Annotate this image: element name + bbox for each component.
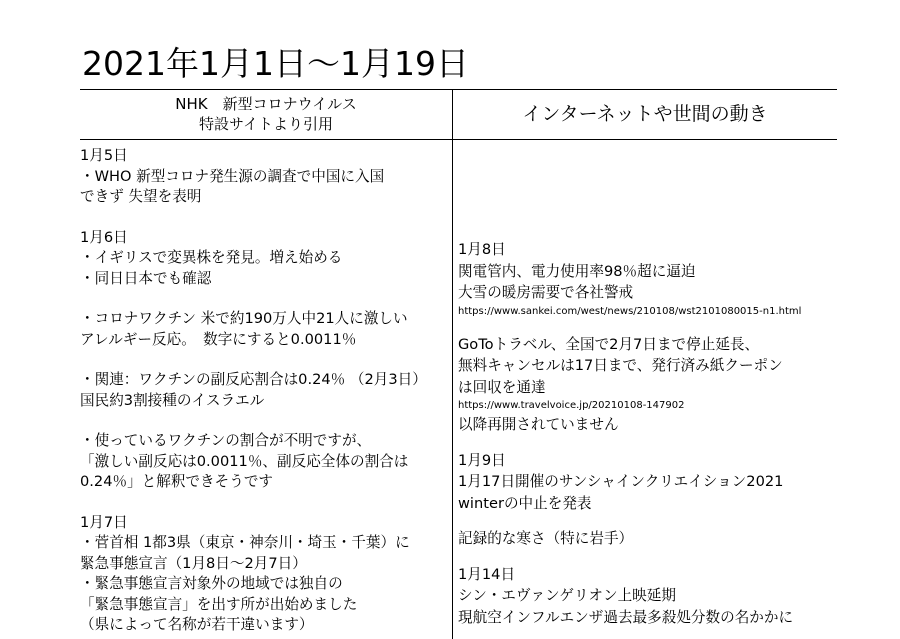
news-line: ・WHO 新型コロナ発生源の調査で中国に入国 [80, 167, 385, 185]
news-line: ・コロナワクチン 米で約190万人中21人に激しい [80, 310, 408, 327]
event-block-cold [458, 528, 838, 550]
news-line: 「激しい副反応は0.0011％、副反応全体の割合は [80, 452, 409, 470]
date-label: 1月14日 [458, 565, 516, 583]
event-line: 関電管内、電力使用率98％超に逼迫 [458, 262, 696, 280]
news-line: 緊急事態宣言（1月8日～2月7日） [80, 554, 307, 572]
news-line: ・使っているワクチンの割合が不明ですが、 [80, 432, 372, 449]
news-block-jan7 [80, 513, 446, 636]
column-divider [452, 89, 453, 639]
page-title: 2021年1月1日～1月19日 [82, 44, 469, 83]
header-bottom-rule [80, 139, 837, 140]
news-line: アレルギー反応。 数字にすると0.0011％ [80, 330, 357, 348]
right-column-header [453, 102, 837, 126]
event-line: 現航空インフルエンザ過去最多殺処分数の名かかに [458, 608, 794, 626]
left-column-header [80, 94, 452, 134]
date-label: 1月6日 [80, 228, 128, 246]
left-header-line-2: 特設サイトより引用 [199, 115, 333, 133]
event-block-jan14 [458, 564, 838, 629]
event-block-jan9 [458, 450, 838, 515]
event-line: シン・エヴァンゲリオン上映延期 [458, 587, 676, 604]
event-line: winterの中止を発表 [458, 494, 592, 512]
event-line: 1月17日開催のサンシャインクリエイション2021 [458, 473, 784, 490]
event-line: は回収を通達 [458, 378, 546, 396]
news-block-vaccine [80, 309, 446, 350]
news-line: （県によって名称が若干違います） [80, 616, 314, 633]
news-line: ・菅首相 1都3県（東京・神奈川・埼玉・千葉）に [80, 534, 410, 551]
date-label: 1月5日 [80, 147, 128, 164]
event-line: 記録的な寒さ（特に岩手） [458, 530, 634, 547]
date-label: 1月7日 [80, 513, 128, 531]
event-line: 以降再開されていません [458, 416, 619, 433]
news-block-interpretation [80, 431, 446, 493]
right-header-text: インターネットや世間の動き [522, 103, 768, 125]
event-block-goto [458, 334, 838, 436]
news-line: ・関連：ワクチンの副反応割合は0.24％ （2月3日） [80, 371, 427, 388]
news-line: 国民約3割接種のイスラエル [80, 391, 265, 409]
header-top-rule [80, 89, 837, 90]
news-line: 0.24％」と解釈できそうです [80, 473, 274, 490]
source-link-sankei[interactable]: https://www.sankei.com/west/news/210108/wst2101080015-n1.html [458, 305, 802, 317]
news-line: できず 失望を表明 [80, 188, 202, 205]
news-line: ・同日日本でも確認 [80, 269, 212, 287]
event-line: 無料キャンセルは17日まで、発行済み紙クーポン [458, 357, 783, 374]
date-label: 1月9日 [458, 451, 506, 469]
right-column-content [458, 239, 838, 628]
event-block-jan8 [458, 239, 838, 320]
left-column-content [80, 146, 446, 636]
source-link-travelvoice[interactable]: https://www.travelvoice.jp/20210108-147902 [458, 400, 685, 411]
event-line: 大雪の暖房需要で各社警戒 [458, 284, 634, 301]
news-line: ・イギリスで変異株を発見。増え始める [80, 249, 343, 266]
news-block-side-effects [80, 370, 446, 411]
news-line: ・緊急事態宣言対象外の地域では独自の [80, 575, 343, 592]
event-line: GoToトラベル、全国で2月7日まで停止延長、 [458, 335, 760, 353]
news-line: 「緊急事態宣言」を出す所が出始めました [80, 595, 358, 613]
news-block-jan5 [80, 146, 446, 208]
left-header-line-1: NHK 新型コロナウイルス [175, 95, 357, 113]
date-label: 1月8日 [458, 241, 506, 258]
news-block-jan6 [80, 228, 446, 290]
